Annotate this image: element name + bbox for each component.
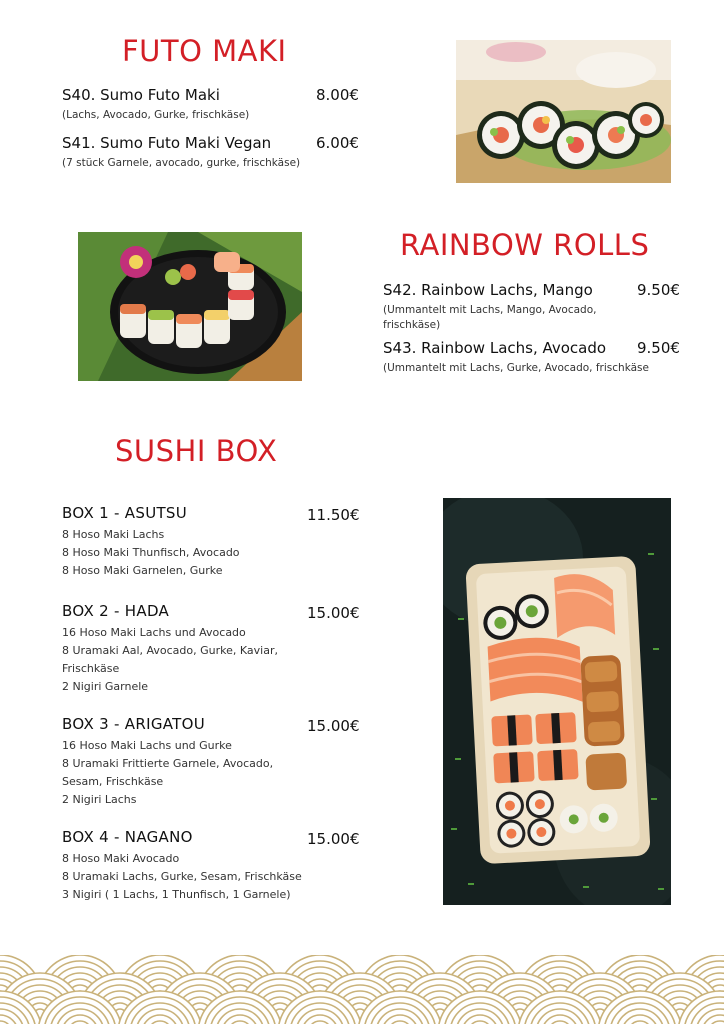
sushi-box-item: [62, 828, 362, 904]
futo-maki-photo: [456, 40, 671, 183]
decorative-wave-pattern: [0, 955, 724, 1024]
item-description: (Ummantelt mit Lachs, Mango, Avocado, frischkäse): [383, 304, 597, 332]
item-name: S41. Sumo Futo Maki Vegan: [62, 134, 272, 152]
menu-item: [62, 134, 360, 171]
item-name: S43. Rainbow Lachs, Avocado: [383, 339, 607, 357]
box-content-line: 3 Nigiri ( 1 Lachs, 1 Thunfisch, 1 Garnele): [62, 888, 291, 901]
section-title-sushi-box: SUSHI BOX: [115, 434, 278, 468]
box-content-line: Sesam, Frischkäse: [62, 775, 164, 788]
box-price: 11.50€: [307, 506, 360, 524]
box-content-line: 2 Nigiri Garnele: [62, 680, 149, 693]
item-description: (Lachs, Avocado, Gurke, frischkäse): [62, 109, 250, 121]
item-description: (Ummantelt mit Lachs, Gurke, Avocado, frischkäse: [383, 362, 649, 374]
section-title-futo-maki: FUTO MAKI: [122, 34, 287, 68]
item-price: 8.00€: [316, 86, 359, 104]
box-price: 15.00€: [307, 604, 360, 622]
box-content-line: 8 Hoso Maki Lachs: [62, 528, 165, 541]
box-content-line: 8 Hoso Maki Garnelen, Gurke: [62, 564, 223, 577]
box-content-line: 16 Hoso Maki Lachs und Gurke: [62, 739, 232, 752]
menu-item: [383, 281, 683, 333]
box-content-line: 8 Uramaki Lachs, Gurke, Sesam, Frischkäse: [62, 870, 302, 883]
box-content-line: 8 Hoso Maki Thunfisch, Avocado: [62, 546, 240, 559]
sushi-box-photo: [443, 498, 671, 905]
box-title: BOX 2 - HADA: [62, 602, 170, 620]
box-price: 15.00€: [307, 830, 360, 848]
item-name: S42. Rainbow Lachs, Mango: [383, 281, 593, 299]
box-title: BOX 3 - ARIGATOU: [62, 715, 205, 733]
box-title: BOX 4 - NAGANO: [62, 828, 193, 846]
box-content-line: 2 Nigiri Lachs: [62, 793, 137, 806]
box-title: BOX 1 - ASUTSU: [62, 504, 188, 522]
box-content-line: Frischkäse: [62, 662, 120, 675]
item-name: S40. Sumo Futo Maki: [62, 86, 220, 104]
menu-item: [62, 86, 360, 123]
box-content-line: 16 Hoso Maki Lachs und Avocado: [62, 626, 246, 639]
menu-item: [383, 339, 683, 376]
sushi-box-item: [62, 504, 362, 580]
item-price: 9.50€: [637, 281, 680, 299]
box-price: 15.00€: [307, 717, 360, 735]
sushi-box-item: [62, 602, 362, 696]
rainbow-rolls-photo: [78, 232, 302, 381]
box-content-line: 8 Uramaki Frittierte Garnele, Avocado,: [62, 757, 274, 770]
item-price: 9.50€: [637, 339, 680, 357]
box-content-line: 8 Hoso Maki Avocado: [62, 852, 180, 865]
item-description: (7 stück Garnele, avocado, gurke, frischkäse): [62, 157, 301, 169]
section-title-rainbow-rolls: RAINBOW ROLLS: [400, 228, 650, 262]
item-price: 6.00€: [316, 134, 359, 152]
box-content-line: 8 Uramaki Aal, Avocado, Gurke, Kaviar,: [62, 644, 278, 657]
sushi-box-item: [62, 715, 362, 809]
